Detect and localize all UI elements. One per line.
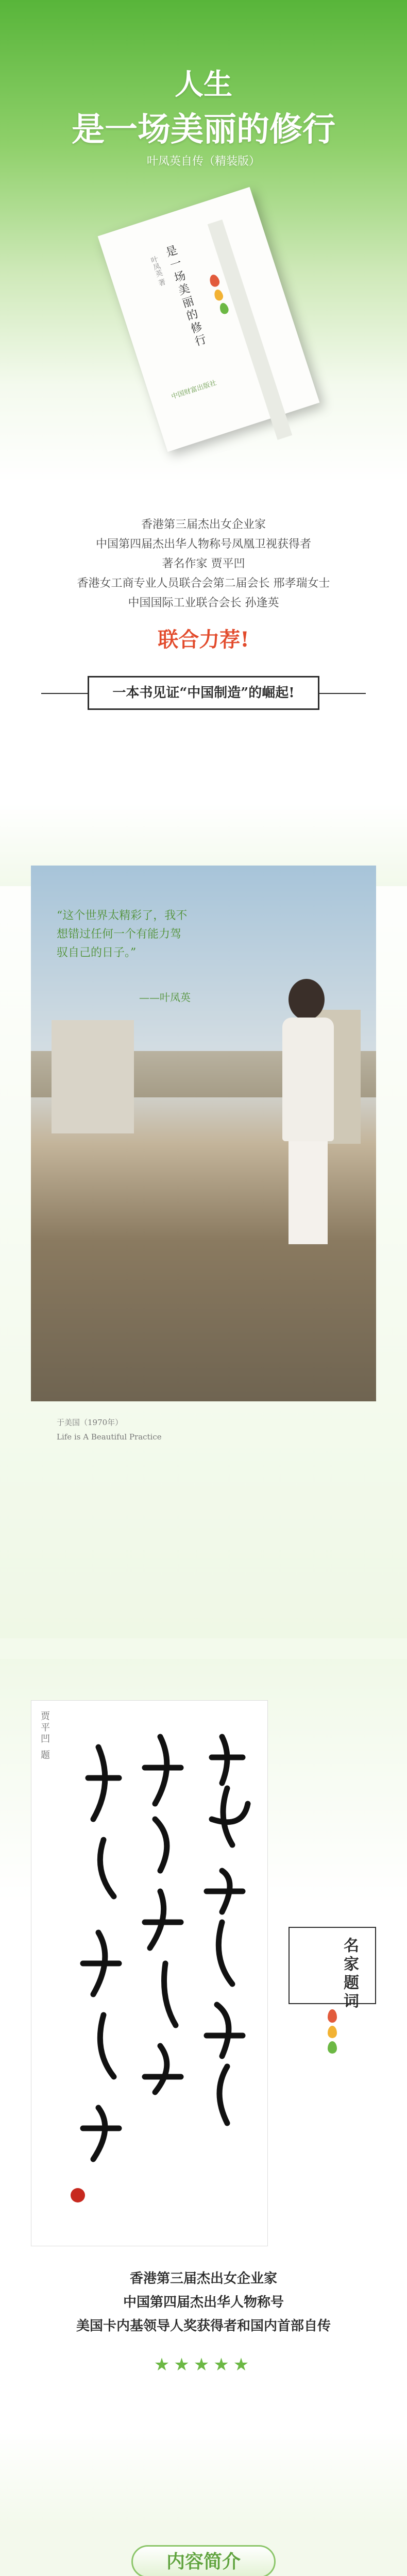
quote-author: ——叶凤英 xyxy=(139,991,191,1004)
book-cover-title: 是一场美丽的修行 xyxy=(162,244,208,350)
quote-section xyxy=(0,804,407,1638)
award-line: 中国第四届杰出华人物称号 xyxy=(123,2295,284,2310)
photo-en-caption: Life is A Beautiful Practice xyxy=(57,1432,162,1442)
leaf-orange xyxy=(213,289,224,302)
endorser-line: 中国第四届杰出华人物称号凤凰卫视获得者 xyxy=(95,538,311,551)
tag-text: 名家题词 xyxy=(341,1937,359,2011)
endorsers-list xyxy=(0,515,407,613)
banner-text: 一本书见证“中国制造”的崛起! xyxy=(88,676,319,710)
book-publisher: 中国财富出版社 xyxy=(170,379,218,401)
endorser-line: 香港第三届杰出女企业家 xyxy=(141,518,266,531)
award-line: 美国卡内基领导人奖获得者和国内首部自传 xyxy=(76,2318,331,2334)
book-author: 叶凤英 著 xyxy=(149,255,167,287)
joint-recommend: 联合力荐! xyxy=(158,628,249,652)
calligraphy-frame xyxy=(31,1700,268,2246)
leaf-red xyxy=(208,274,221,288)
calligraphy-artwork xyxy=(57,1716,263,2231)
intro-section xyxy=(0,2524,407,2576)
hero-title-line1: 人生 xyxy=(175,67,232,101)
calligraphy-side-label: 贾平凹 题 xyxy=(39,1711,50,1761)
calligraphy-section xyxy=(0,1638,407,2524)
rating-stars: ★★★★★ xyxy=(154,2354,253,2375)
hero-title-line2: 是一场美丽的修行 xyxy=(72,110,335,149)
intro-heading: 内容简介 xyxy=(131,2545,276,2576)
leaf-green xyxy=(218,302,230,315)
famous-tag xyxy=(289,1927,376,2050)
endorser-line: 香港女工商专业人员联合会第二届会长 邢孝瑞女士 xyxy=(77,577,330,590)
endorser-line: 著名作家 贾平凹 xyxy=(162,557,245,570)
photo-caption: 于美国（1970年） xyxy=(57,1418,123,1427)
hero-section xyxy=(0,0,407,804)
endorser-line: 中国国际工业联合会长 孙逢英 xyxy=(128,597,279,609)
award-line: 香港第三届杰出女企业家 xyxy=(129,2271,277,2286)
author-quote: “这个世界太精彩了，我不想错过任何一个有能力驾驭自己的日子。” xyxy=(57,909,188,959)
awards-list xyxy=(0,2267,407,2338)
hero-subtitle: 叶凤英自传（精装版） xyxy=(146,155,260,168)
